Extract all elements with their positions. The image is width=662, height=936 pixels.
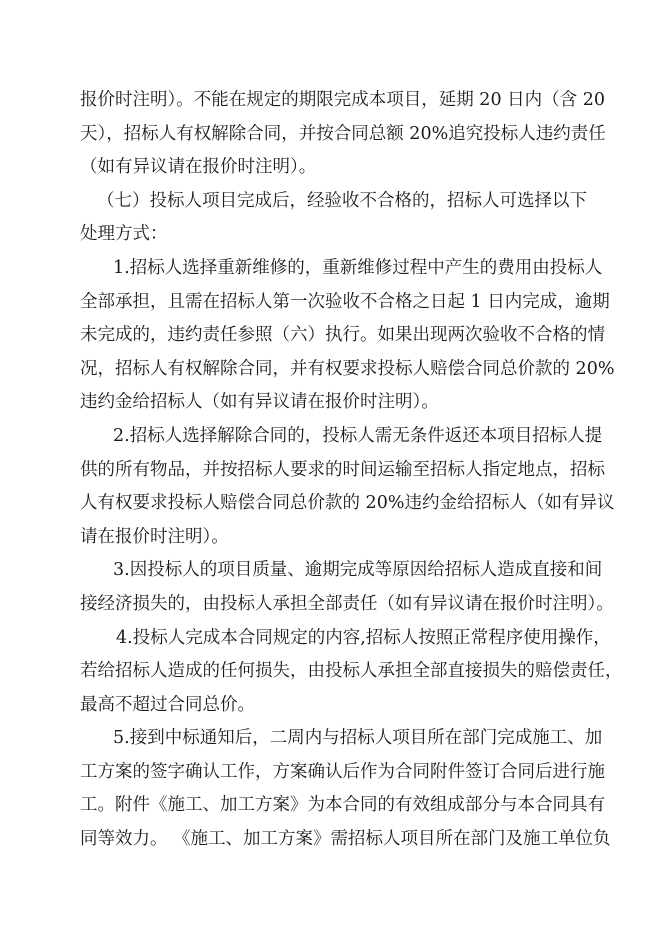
text-line: 4.投标人完成本合同规定的内容,招标人按照正常程序使用操作，	[116, 627, 611, 648]
text-line: 5.接到中标通知后，二周内与招标人项目所在部门完成施工、加	[113, 728, 603, 749]
text-line: 况，招标人有权解除合同，并有权要求投标人赔偿合同总价款的 20%	[80, 358, 615, 379]
text-line: 若给招标人造成的任何损失，由投标人承担全部直接损失的赔偿责任，	[80, 661, 623, 682]
text-line: 处理方式：	[80, 224, 168, 245]
text-line: 2.招标人选择解除合同的，投标人需无条件返还本项目招标人提	[113, 425, 603, 446]
text-line: （七）投标人项目完成后，经验收不合格的，招标人可选择以下	[97, 190, 587, 211]
text-line: 未完成的，违约责任参照（六）执行。如果出现两次验收不合格的情	[80, 325, 605, 346]
text-line: 同等效力。 《施工、加工方案》需招标人项目所在部门及施工单位负	[80, 829, 611, 850]
text-line: 人有权要求投标人赔偿合同总价款的 20%违约金给招标人（如有异议	[80, 493, 615, 514]
text-line: 违约金给招标人（如有异议请在报价时注明）。	[80, 392, 439, 413]
text-line: 供的所有物品，并按招标人要求的时间运输至招标人指定地点，招标	[80, 459, 605, 480]
text-line: 接经济损失的，由投标人承担全部责任（如有异议请在报价时注明）。	[80, 593, 614, 614]
text-line: 工。附件《施工、加工方案》为本合同的有效组成部分与本合同具有	[80, 795, 605, 816]
text-line: 全部承担，且需在招标人第一次验收不合格之日起 1 日内完成，逾期	[80, 291, 610, 312]
text-line: 请在报价时注明）。	[80, 526, 229, 547]
text-line: （如有异议请在报价时注明）。	[80, 157, 317, 178]
text-line: 天），招标人有权解除合同，并按合同总额 20%追究投标人违约责任	[80, 123, 606, 144]
document-page	[80, 84, 623, 857]
text-line: 最高不超过合同总价。	[80, 694, 255, 715]
text-line: 工方案的签字确认工作，方案确认后作为合同附件签订合同后进行施	[80, 761, 605, 782]
text-line: 报价时注明）。不能在规定的期限完成本项目，延期 20 日内（含 20	[80, 90, 605, 110]
text-line: 3.因投标人的项目质量、逾期完成等原因给招标人造成直接和间	[113, 560, 603, 581]
text-line: 1.招标人选择重新维修的，重新维修过程中产生的费用由投标人	[113, 257, 603, 278]
